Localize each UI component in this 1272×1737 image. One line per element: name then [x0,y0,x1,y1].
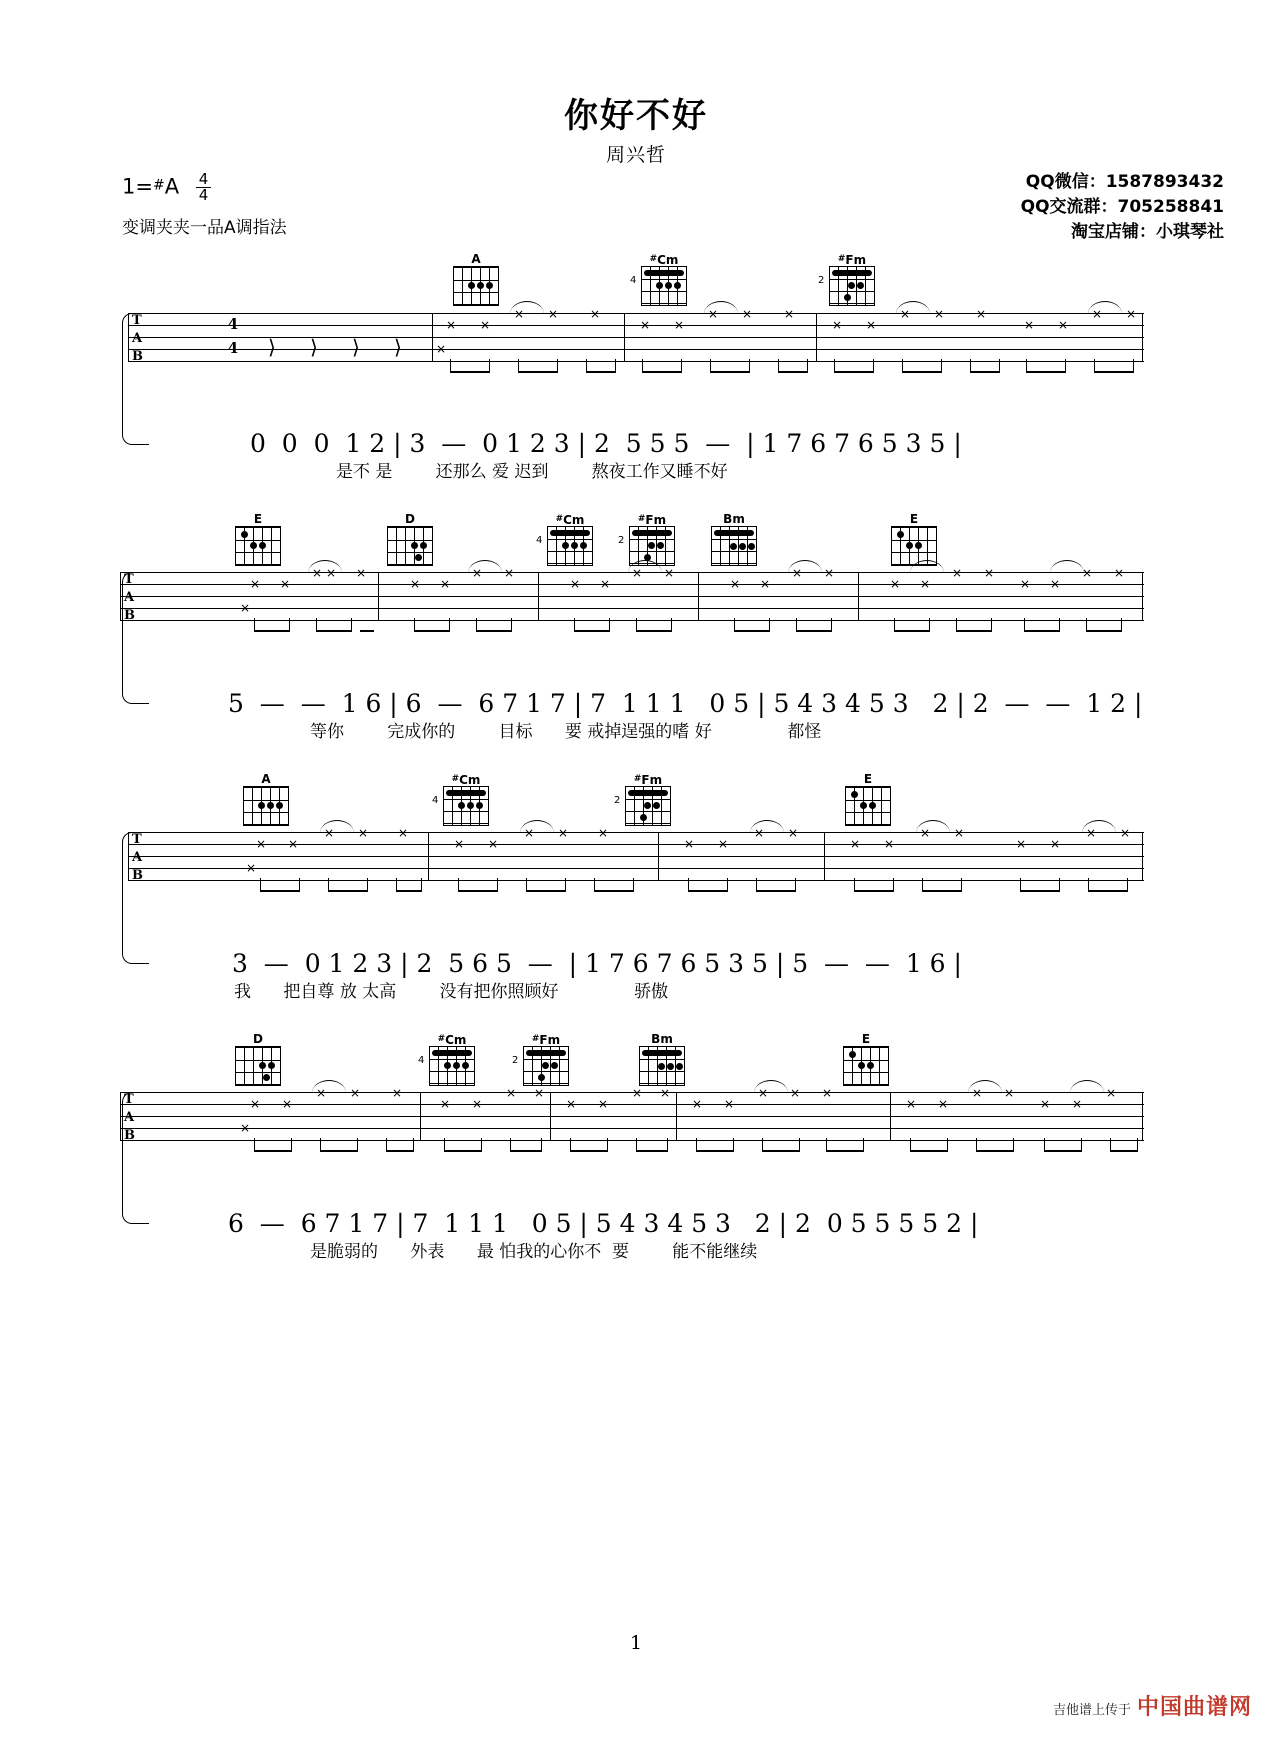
footer-brand: 中国曲谱网 [1136,1695,1252,1720]
chord-grid [536,526,593,566]
chord-name: #Cm [451,773,481,787]
chord-diagram [230,1032,286,1086]
contact-info [1021,170,1224,245]
numbered-notation: 0 0 0 1 2 | 3 — 0 1 2 3 | 2 5 5 5 — | 1 7 6 7 6 5 3 5 | [250,429,962,458]
contact-line-qq: QQ微信：1587893432 [1025,172,1224,192]
page-title: 你好不好 [564,96,708,136]
fret-number: 2 [512,1055,519,1066]
meter-numerator: 4 [196,172,212,188]
key-letter: A [164,174,180,199]
system-brace [122,313,149,445]
chord-name: #Cm [649,253,679,267]
chord-grid [235,526,281,566]
tab-letter: A [132,850,143,865]
key-prefix: 1= [122,174,153,199]
footer-text: 吉他谱上传于 [1052,1703,1131,1718]
composer-name: 周兴哲 [605,144,666,166]
fret-number: 2 [618,535,625,546]
key-signature [122,172,211,203]
lyric-line: 我 把自尊 放 太高 没有把你照顾好 骄傲 [234,982,669,1002]
chord-diagram [448,252,504,306]
chord-name: Bm [651,1032,673,1046]
chord-diagram [818,252,880,306]
chord-name: E [863,772,873,786]
numbered-notation: 6 — 6 7 1 7 | 7 1 1 1 0 5 | 5 4 3 4 5 3 2 | 2 0 5 5 5 5 2 | [228,1209,979,1238]
chord-diagram [838,1032,894,1086]
chord-name: A [261,772,271,786]
tab-staff: T A B × × × × × × × × × × × × × × × × × × × × × × × [128,832,1144,894]
chord-diagram [382,512,438,566]
key-sharp: # [152,177,165,194]
tab-letter: B [132,349,143,364]
chord-diagram [536,512,598,566]
chord-grid [243,786,289,826]
fret-number: 2 [614,795,621,806]
lyric-line: 是不 是 还那么 爱 迟到 熬夜工作又睡不好 [336,462,728,482]
chord-grid [235,1046,281,1086]
chord-diagram [238,772,294,826]
tab-staff: T A B × × × × × × × × × × × × × × × × × × × × × × × × × × [120,1092,1144,1154]
tab-letter: A [132,331,143,346]
fret-number: 4 [630,275,637,286]
chord-name: #Cm [555,513,585,527]
tab-staff: T A B × × × × × × × × × × × × × × × × × × × × × × × × × × [120,572,1144,634]
fret-number: 2 [818,275,825,286]
chord-diagram [230,512,286,566]
chord-diagram [630,252,692,306]
chord-name: E [253,512,263,526]
chord-name: #Fm [837,253,867,267]
numbered-notation: 3 — 0 1 2 3 | 2 5 6 5 — | 1 7 6 7 6 5 3 5 | 5 — — 1 6 | [232,949,962,978]
chord-grid [843,1046,889,1086]
chord-grid [387,526,433,566]
chord-diagram [432,772,494,826]
chord-name: #Cm [437,1033,467,1047]
chord-grid [818,266,875,306]
chord-diagram [840,772,896,826]
capo-instruction: 变调夹夹一品A调指法 [122,218,287,238]
contact-line-shop: 淘宝店铺：小琪琴社 [1071,222,1224,242]
fret-number: 4 [432,795,439,806]
tab-letter: T [124,1092,134,1107]
fret-number: 4 [536,535,543,546]
chord-name: D [253,1032,263,1046]
fret-number: 4 [418,1055,425,1066]
numbered-notation: 5 — — 1 6 | 6 — 6 7 1 7 | 7 1 1 1 0 5 | 5 4 3 4 5 3 2 | 2 — — 1 2 | [228,689,1143,718]
chord-name: D [405,512,415,526]
system-brace [122,832,149,964]
page-footer [1053,1690,1252,1721]
chord-name: E [861,1032,871,1046]
chord-grid [614,786,671,826]
tab-letter: B [124,1128,135,1143]
chord-name: Bm [723,512,745,526]
chord-grid [432,786,489,826]
chord-name: #Fm [531,1033,561,1047]
page-number: 1 [629,1632,643,1654]
contact-line-group: QQ交流群：705258841 [1020,197,1224,217]
chord-name: E [909,512,919,526]
chord-name: #Fm [637,513,667,527]
staff-meter-den: 4 [227,339,239,357]
chord-diagram [418,1032,480,1086]
tab-letter: T [132,832,142,847]
chord-diagram [886,512,942,566]
tab-letter: A [124,590,135,605]
chord-grid [639,1046,685,1086]
chord-grid [630,266,687,306]
meter-denominator: 4 [198,186,209,204]
chord-name: A [471,252,481,266]
lyric-line: 等你 完成你的 目标 要 戒掉逞强的嗜 好 都怪 [310,722,822,742]
tab-letter: T [124,572,134,587]
system-brace [122,1092,149,1224]
chord-diagram [614,772,676,826]
chord-grid [711,526,757,566]
chord-grid [618,526,675,566]
staff-meter-num: 4 [227,315,239,333]
chord-grid [418,1046,475,1086]
chord-diagram [634,1032,690,1086]
chord-grid [845,786,891,826]
chord-grid [453,266,499,306]
system-brace [122,572,149,704]
chord-grid [512,1046,569,1086]
tab-letter: A [124,1110,135,1125]
lyric-line: 是脆弱的 外表 最 怕我的心你不 要 能不能继续 [310,1242,758,1262]
time-signature [196,172,212,203]
chord-name: #Fm [633,773,663,787]
tab-letter: T [132,313,142,328]
chord-diagram [512,1032,574,1086]
tab-letter: B [132,868,143,883]
chord-diagram [618,512,680,566]
chord-diagram [706,512,762,566]
tab-letter: B [124,608,135,623]
tab-staff: T A B 4 4 ⟩ ⟩ ⟩ ⟩ × × × × × × × × × × × × × × × × × × × × [128,313,1144,375]
